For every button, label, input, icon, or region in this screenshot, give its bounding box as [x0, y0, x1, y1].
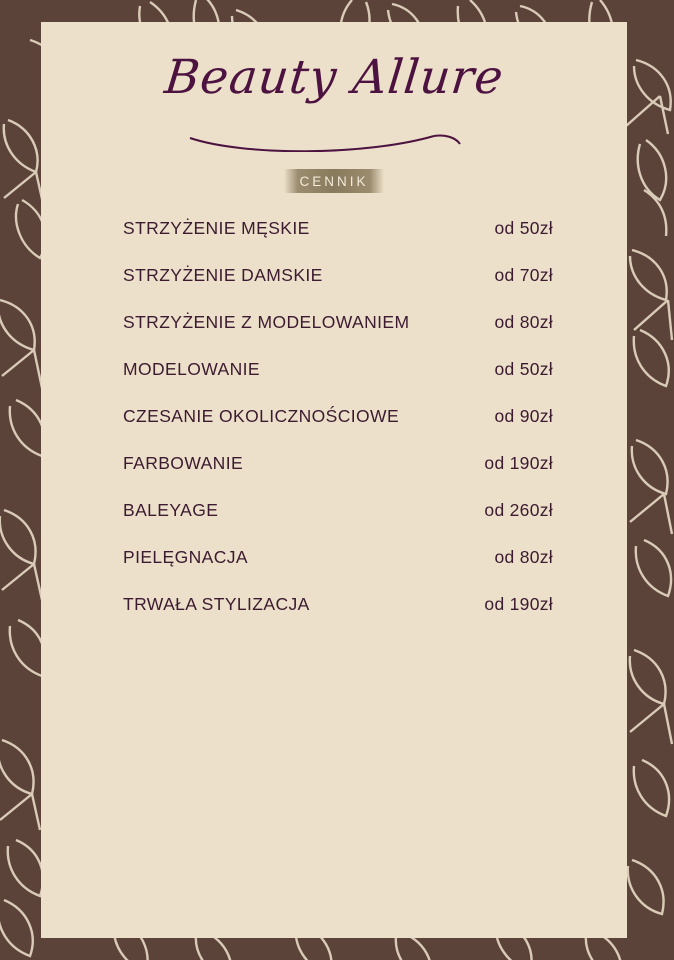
price-row	[123, 359, 557, 406]
cennik-ribbon-label: CENNIK	[299, 173, 369, 189]
price-row	[123, 594, 557, 641]
service-price: od 190zł	[484, 594, 553, 614]
service-price: od 90zł	[494, 406, 553, 426]
service-price: od 80zł	[494, 312, 553, 332]
service-price: od 50zł	[494, 218, 553, 238]
service-price: od 190zł	[484, 453, 553, 473]
service-price: od 260zł	[484, 500, 553, 520]
service-name: MODELOWANIE	[123, 359, 260, 379]
pricelist-card	[41, 22, 627, 938]
service-price: od 70zł	[494, 265, 553, 285]
service-name: STRZYŻENIE DAMSKIE	[123, 265, 323, 285]
service-price: od 80zł	[494, 547, 553, 567]
price-row	[123, 453, 557, 500]
service-name: FARBOWANIE	[123, 453, 244, 473]
price-row	[123, 547, 557, 594]
price-row	[123, 218, 557, 265]
price-row	[123, 312, 557, 359]
cennik-ribbon	[284, 169, 384, 193]
price-row	[123, 500, 557, 547]
service-price: od 50zł	[494, 359, 553, 379]
service-name: PIELĘGNACJA	[123, 547, 248, 567]
service-name: STRZYŻENIE Z MODELOWANIEM	[123, 312, 410, 332]
service-name: STRZYŻENIE MĘSKIE	[123, 218, 310, 238]
service-name: TRWAŁA STYLIZACJA	[123, 594, 310, 614]
brand-logo-text: Beauty Allure	[161, 50, 507, 105]
logo-flourish-icon	[184, 134, 484, 152]
brand-logo	[41, 50, 627, 105]
service-name: CZESANIE OKOLICZNOŚCIOWE	[123, 406, 400, 426]
price-row	[123, 406, 557, 453]
price-row	[123, 265, 557, 312]
price-list	[123, 218, 557, 641]
service-name: BALEYAGE	[123, 500, 219, 520]
